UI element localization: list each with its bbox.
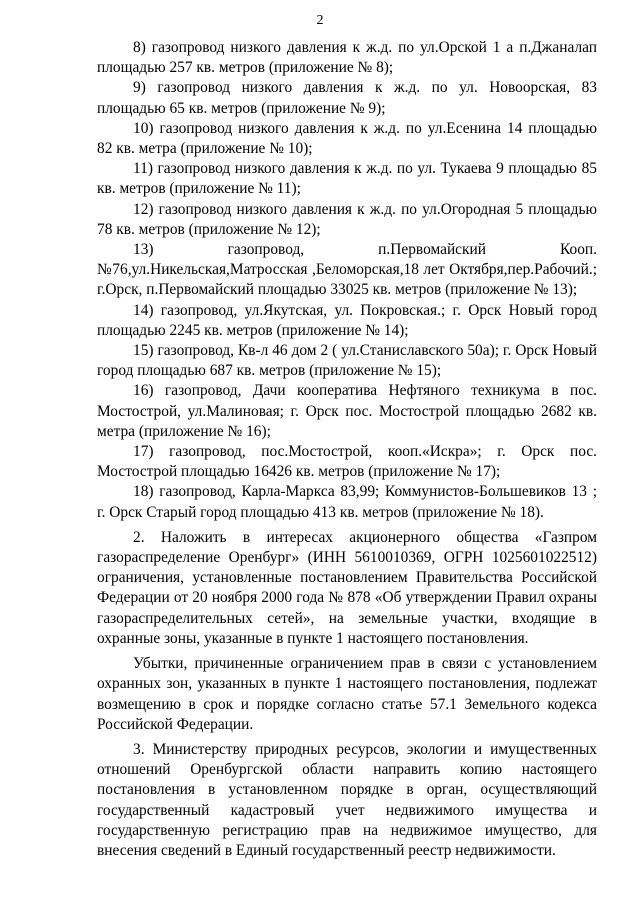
clause-3-paragraph: 3. Министерству природных ресурсов, экологии и имущественных отношений Оренбургской области направить копию настоящего постановления в установленном порядке в орган, осуществляющий государственный кадастровый учет недвижимого имущества и государственную регистрацию прав на недвижимое имущество, для внесения сведений в Единый государственный реестр недвижимости. (97, 740, 597, 859)
list-item-16: 16) газопровод, Дачи кооператива Нефтяного техникума в пос. Мостострой, ул.Малиновая; г. Орск пос. Мостострой площадью 2682 кв. метра (приложение № 16); (97, 382, 597, 440)
list-item-13: 13) газопровод, п.Первомайский Кооп. №76,ул.Никельская,Матросская ,Беломорская,18 лет Октября,пер.Рабочий.; г.Орск, п.Первомайский площадью 33025 кв. метров (приложение № 13); (97, 241, 597, 299)
list-item-8: 8) газопровод низкого давления к ж.д. по ул.Орской 1 а п.Джаналап площадью 257 кв. метров (приложение № 8); (97, 39, 597, 77)
list-item-11: 11) газопровод низкого давления к ж.д. по ул. Тукаева 9 площадью 85 кв. метров (приложение № 11); (97, 160, 597, 198)
list-item-15: 15) газопровод, Кв-л 46 дом 2 ( ул.Станиславского 50а); г. Орск Новый город площадью 687 кв. метров (приложение № 15); (97, 342, 597, 380)
list-item-14: 14) газопровод, ул.Якутская, ул. Покровская.; г. Орск Новый город площадью 2245 кв. метров (приложение № 14); (97, 301, 597, 339)
clause-2-paragraph: 2. Наложить в интересах акционерного общества «Газпром газораспределение Оренбург» (ИНН 5610010369, ОГРН 1025601022512) ограничения, установленные постановлением Правительства Российской Федерации от 20 ноября 2000 года № 878 «Об утверждении Правил охраны газораспределительных сетей», на земельные участки, входящие в охранные зоны, указанные в пункте 1 настоящего постановления. (97, 528, 597, 647)
list-item-12: 12) газопровод низкого давления к ж.д. по ул.Огородная 5 площадью 78 кв. метров (приложение № 12); (97, 200, 597, 238)
list-item-17: 17) газопровод, пос.Мостострой, кооп.«Искра»; г. Орск пос. Мостострой площадью 16426 кв. метров (приложение № 17); (97, 443, 597, 481)
list-item-18: 18) газопровод, Карла-Маркса 83,99; Коммунистов-Большевиков 13 ; г. Орск Старый город площадью 413 кв. метров (приложение № 18). (97, 483, 597, 521)
document-body (97, 38, 597, 861)
page-number: 2 (316, 13, 324, 28)
list-item-9: 9) газопровод низкого давления к ж.д. по ул. Новоорская, 83 площадью 65 кв. метров (приложение № 9); (97, 79, 597, 117)
list-item-10: 10) газопровод низкого давления к ж.д. по ул.Есенина 14 площадью 82 кв. метра (приложение № 10); (97, 119, 597, 158)
damages-paragraph: Убытки, причиненные ограничением прав в связи с установлением охранных зон, указанных в пункте 1 настоящего постановления, подлежат возмещению в срок и порядке согласно статье 57.1 Земельного кодекса Российской Федерации. (97, 655, 597, 733)
